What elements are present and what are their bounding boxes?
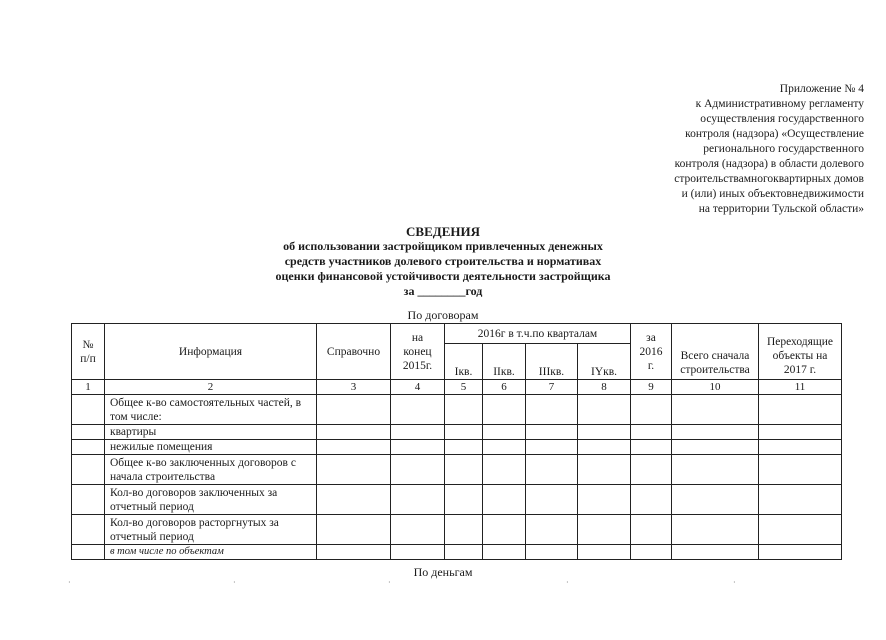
row-label: в том числе по объектам [105, 545, 317, 560]
scan-mark: · [388, 578, 391, 587]
appendix-line: Приложение № 4 [779, 83, 864, 95]
appendix-line: осуществления государственного [700, 113, 864, 125]
header-ref: Справочно [317, 324, 391, 380]
title-line: об использовании застройщиком привлеченных денежных [283, 239, 603, 253]
row-label: Кол-во договоров заключенных за отчетный период [105, 485, 317, 515]
table-row [72, 395, 842, 425]
header-end-2015: на конец 2015г. [391, 324, 445, 380]
appendix-block [604, 82, 864, 217]
header-q4: IYкв. [578, 344, 631, 380]
row-label: нежилые помещения [105, 440, 317, 455]
col-number: 8 [578, 380, 631, 395]
scan-mark: · [68, 578, 71, 587]
header-total: Всего сначала строительства [672, 324, 759, 380]
col-number: 10 [672, 380, 759, 395]
title-line: средств участников долевого строительства и нормативах [284, 254, 602, 268]
header-year-2016: за 2016 г. [631, 324, 672, 380]
document-title [0, 224, 886, 299]
header-q3: IIIкв. [526, 344, 578, 380]
row-label: Общее к-во заключенных договоров с начала строительства [105, 455, 317, 485]
table-row [72, 425, 842, 440]
header-quarters-group: 2016г в т.ч.по кварталам [445, 324, 631, 344]
col-number: 6 [483, 380, 526, 395]
row-label: Общее к-во самостоятельных частей, в том числе: [105, 395, 317, 425]
header-num: № п/п [72, 324, 105, 380]
table-row [72, 440, 842, 455]
row-label: Кол-во договоров расторгнутых за отчетный период [105, 515, 317, 545]
appendix-line: строительствамногоквартирных домов [674, 173, 864, 185]
col-number: 11 [759, 380, 842, 395]
table-row [72, 455, 842, 485]
section-caption-money: По деньгам [413, 565, 473, 579]
scan-mark: · [733, 578, 736, 587]
table-row [72, 515, 842, 545]
table-row [72, 485, 842, 515]
col-number: 9 [631, 380, 672, 395]
col-number: 2 [105, 380, 317, 395]
appendix-line: контроля (надзора) в области долевого [674, 158, 864, 170]
appendix-line: к Административному регламенту [695, 98, 864, 110]
table-row [72, 545, 842, 560]
col-number: 1 [72, 380, 105, 395]
appendix-line: регионального государственного [703, 143, 864, 155]
appendix-line: контроля (надзора) «Осуществление [685, 128, 864, 140]
title-line: за ________год [403, 284, 483, 298]
scan-mark: · [233, 578, 236, 587]
row-label: квартиры [105, 425, 317, 440]
col-number: 7 [526, 380, 578, 395]
col-number: 3 [317, 380, 391, 395]
scan-mark: · [566, 578, 569, 587]
title-heading: СВЕДЕНИЯ [406, 224, 480, 239]
section-caption-contracts: По договорам [407, 308, 479, 322]
header-transfer: Переходящие объекты на 2017 г. [759, 324, 842, 380]
appendix-line: и (или) иных объектовнедвижимости [681, 188, 864, 200]
header-q1: Iкв. [445, 344, 483, 380]
title-line: оценки финансовой устойчивости деятельности застройщика [275, 269, 611, 283]
data-table [71, 323, 842, 560]
header-info: Информация [105, 324, 317, 380]
col-number: 4 [391, 380, 445, 395]
header-q2: IIкв. [483, 344, 526, 380]
appendix-line: на территории Тульской области» [698, 203, 864, 215]
col-number: 5 [445, 380, 483, 395]
